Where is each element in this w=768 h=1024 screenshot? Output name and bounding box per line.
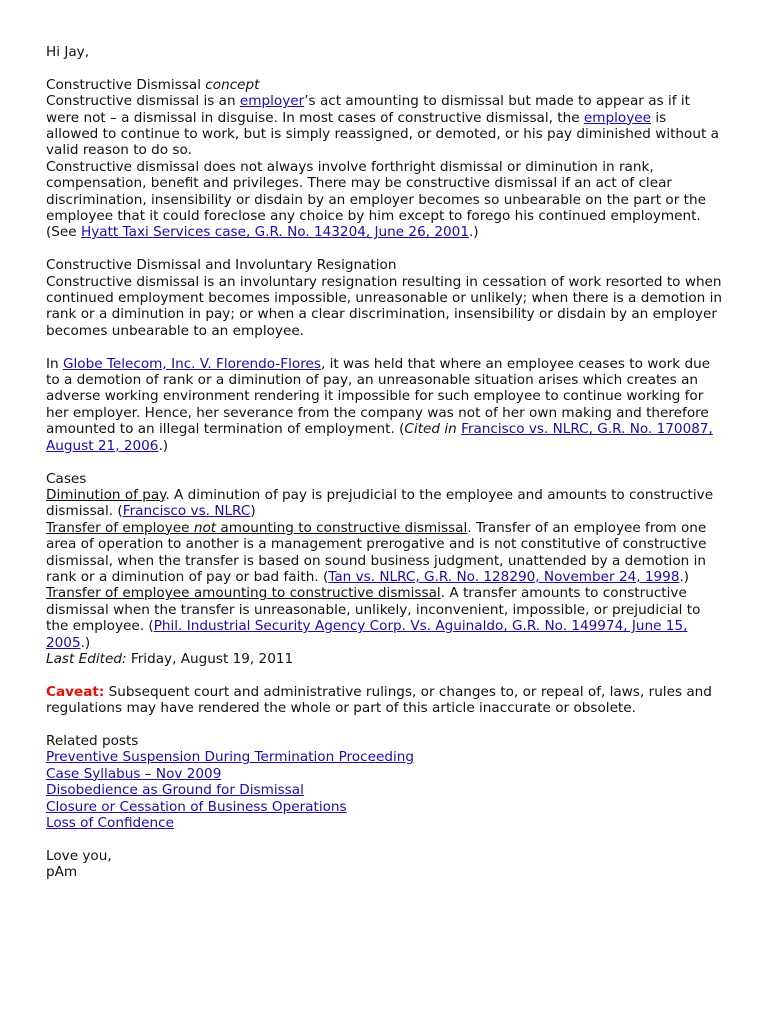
section-heading-emphasis: concept — [205, 76, 260, 93]
paragraph-involuntary-resignation: Constructive dismissal is an involuntary resignation resulting in cessation of work resorted to when continued employment becomes impossible, unreasonable or unlikely; when there is a demotion in rank or a diminution in pay; or when a clear discrimination, insensibility or disdain by an employer becomes unbearable to an employee. — [46, 273, 722, 339]
text: , it was held that where an employee ceases to work due to a demotion of rank or a diminution of pay, an unreasonable situation arises which creates an adverse working environment rendering it impossible for such employee to continue working for her employer. Hence, her severance from the company was not of her own making and therefore amounted to an illegal termination of employment. ( — [46, 355, 711, 438]
section-heading-concept — [46, 77, 722, 93]
section-heading-text: Constructive Dismissal — [46, 76, 201, 93]
paragraph-forthright — [46, 159, 722, 241]
text: Transfer of employee — [46, 519, 194, 536]
link-hyatt-taxi-case[interactable]: Hyatt Taxi Services case, G.R. No. 143204, June 26, 2001 — [80, 224, 469, 241]
caveat-label: Caveat: — [46, 683, 105, 700]
text: ) — [250, 503, 256, 520]
section-heading-involuntary-resignation: Constructive Dismissal and Involuntary Resignation — [46, 257, 397, 274]
text: ’s act amounting to dismissal but made to appear as if it were not – a dismissal in disguise. In most cases of constructive dismissal, the — [46, 93, 690, 126]
caveat-text: Subsequent court and administrative rulings, or changes to, or repeal of, laws, rules and regulations may have rendered the whole or part of this article inaccurate or obsolete. — [46, 683, 712, 717]
text-emphasis: Cited in — [404, 421, 457, 438]
related-post-link[interactable]: Preventive Suspension During Termination Proceeding — [46, 749, 414, 766]
closing-line: Love you, — [46, 847, 112, 864]
related-item — [46, 799, 722, 815]
case-title: Diminution of pay — [46, 486, 166, 503]
link-employee[interactable]: employee — [583, 109, 652, 126]
section-heading-cases: Cases — [46, 470, 87, 487]
case-diminution-of-pay — [46, 487, 722, 520]
link-globe-telecom[interactable]: Globe Telecom, Inc. V. Florendo-Flores — [62, 355, 321, 372]
text: is allowed to continue to work, but is simply reassigned, or demoted, or his pay diminished without a valid reason to do so. — [46, 109, 719, 159]
link-phil-industrial-security[interactable]: Phil. Industrial Security Agency Corp. Vs. Aguinaldo, G.R. No. 149974, June 15, 2005 — [46, 618, 688, 651]
related-post-link[interactable]: Disobedience as Ground for Dismissal — [46, 782, 304, 799]
case-title: Transfer of employee amounting to constructive dismissal — [46, 585, 441, 602]
link-francisco-nlrc[interactable]: Francisco vs. NLRC — [122, 503, 251, 520]
text-emphasis: not — [193, 519, 217, 536]
text: . A transfer amounts to constructive dismissal when the transfer is unreasonable, unlikely, inconvenient, impossible, or prejudicial to the employee. ( — [46, 585, 701, 635]
text: .) — [80, 634, 91, 651]
related-post-link[interactable]: Closure or Cessation of Business Operations — [46, 798, 347, 815]
paragraph-definition — [46, 93, 722, 159]
link-employer[interactable]: employer — [239, 93, 305, 110]
related-item — [46, 749, 722, 765]
case-title — [46, 520, 467, 536]
last-edited — [46, 651, 722, 667]
link-francisco-case[interactable]: Francisco vs. NLRC, G.R. No. 170087, August 21, 2006 — [46, 421, 713, 454]
text: Constructive dismissal does not always involve forthright dismissal or diminution in rank, compensation, benefit and privileges. There may be constructive dismissal if an act of clear discrimination, insensibility or disdain by an employer becomes so unbearable on the part or the employee that it could foreclose any choice by him except to forego his continued employment. (See — [46, 158, 706, 241]
text: .) — [679, 568, 690, 585]
text: .) — [468, 224, 479, 241]
last-edited-label: Last Edited: — [46, 650, 127, 667]
text: . Transfer of an employee from one area of operation to another is a management prerogative and is not constitutive of constructive dismissal, when the transfer is based on sound business judgment, unattended by a demotion in rank or a diminution of pay or bad faith. ( — [46, 519, 707, 585]
text: . A diminution of pay is prejudicial to the employee and amounts to constructive dismissal. ( — [46, 486, 714, 520]
last-edited-value: Friday, August 19, 2011 — [126, 650, 294, 667]
related-item — [46, 766, 722, 782]
related-item — [46, 782, 722, 798]
text: In — [46, 355, 63, 372]
caveat-notice — [46, 684, 722, 717]
greeting: Hi Jay, — [46, 44, 90, 60]
text: .) — [158, 437, 169, 454]
link-tan-nlrc[interactable]: Tan vs. NLRC, G.R. No. 128290, November 24, 1998 — [328, 568, 680, 585]
section-heading-related-posts: Related posts — [46, 732, 139, 749]
text: amounting to constructive dismissal — [216, 519, 468, 536]
case-transfer-dismissal — [46, 585, 722, 651]
text: Constructive dismissal is an — [46, 93, 240, 110]
related-post-link[interactable]: Loss of Confidence — [46, 815, 174, 831]
related-item — [46, 815, 722, 831]
case-transfer-not-dismissal — [46, 520, 722, 586]
related-post-link[interactable]: Case Syllabus – Nov 2009 — [46, 765, 222, 782]
paragraph-globe-telecom — [46, 356, 722, 454]
signature: pAm — [46, 864, 78, 881]
